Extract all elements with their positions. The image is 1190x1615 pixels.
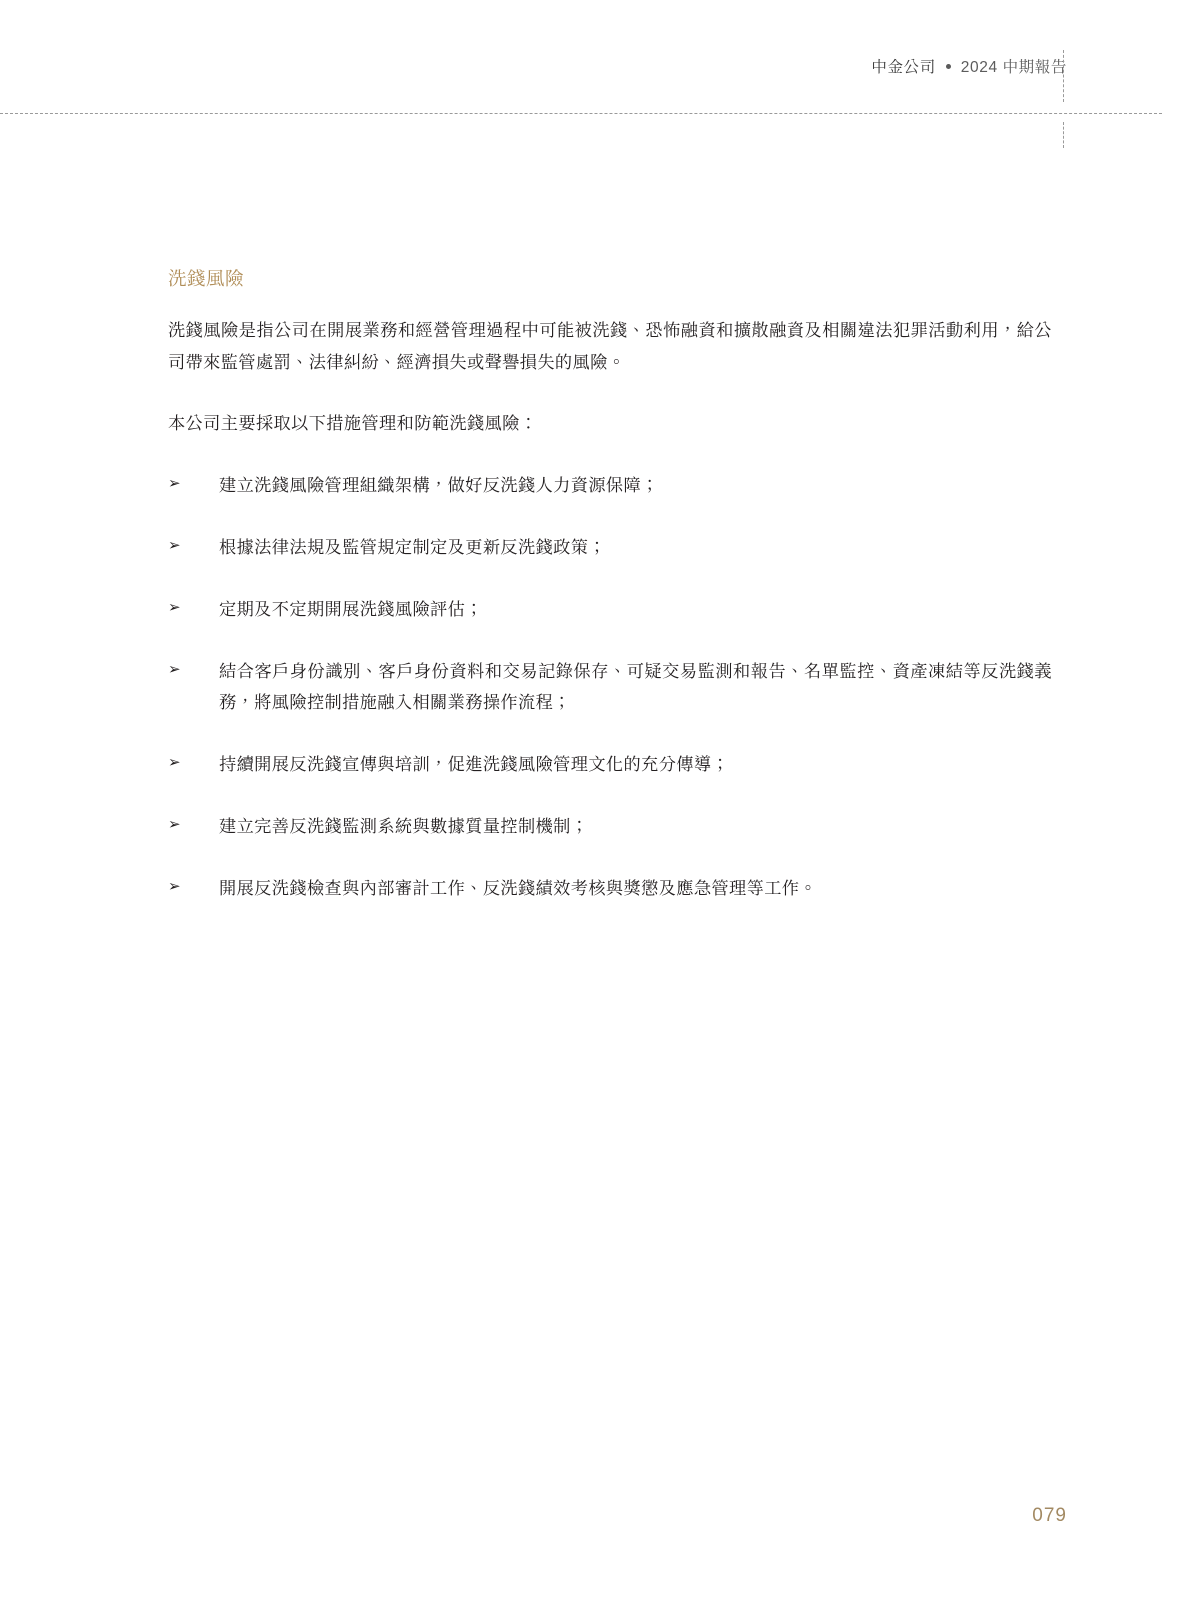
arrow-bullet-icon: ➢ [168,660,181,678]
section-title: 洗錢風險 [168,268,245,289]
list-item [168,749,1052,781]
list-item-text: 持續開展反洗錢宣傳與培訓，促進洗錢風險管理文化的充分傳導； [219,754,730,775]
list-item [168,594,1052,626]
list-item-text: 開展反洗錢檢查與內部審計工作、反洗錢績效考核與獎懲及應急管理等工作。 [219,877,817,898]
list-item [168,470,1052,502]
list-item [168,811,1052,843]
crop-mark-top [1063,50,1064,102]
bullet-dot-icon [946,64,951,69]
list-item [168,873,1052,905]
header-divider [0,113,1162,114]
list-item-text: 定期及不定期開展洗錢風險評估； [219,598,483,619]
list-item-text: 建立洗錢風險管理組織架構，做好反洗錢人力資源保障； [219,475,659,496]
list-item [168,656,1052,720]
arrow-bullet-icon: ➢ [168,537,181,554]
arrow-bullet-icon: ➢ [168,754,181,772]
arrow-bullet-icon: ➢ [168,816,181,834]
paragraph-measures-lead: 本公司主要採取以下措施管理和防範洗錢風險： [168,413,538,434]
arrow-bullet-icon: ➢ [168,475,181,493]
header-brand: 中金公司 [871,59,936,76]
measures-list [168,470,1052,905]
page-number: 079 [1032,1505,1067,1526]
list-item-text: 建立完善反洗錢監測系統與數據質量控制機制； [219,816,589,837]
list-item-text: 根據法律法規及監管規定制定及更新反洗錢政策； [219,537,606,557]
paragraph-intro: 洗錢風險是指公司在開展業務和經營管理過程中可能被洗錢、恐怖融資和擴散融資及相關違法犯罪活動利用，給公司帶來監管處罰、法律糾紛、經濟損失或聲譽損失的風險。 [168,319,1052,372]
arrow-bullet-icon: ➢ [168,598,181,616]
list-item-text: 結合客戶身份識別、客戶身份資料和交易記錄保存、可疑交易監測和報告、名單監控、資產凍結等反洗錢義務，將風險控制措施融入相關業務操作流程； [219,660,1052,713]
crop-mark-bottom [1063,122,1064,148]
arrow-bullet-icon: ➢ [168,877,181,895]
header-issue: 2024 中期報告 [960,59,1067,76]
page-content [168,265,1052,905]
page-header [871,55,1067,77]
list-item [168,532,1052,564]
